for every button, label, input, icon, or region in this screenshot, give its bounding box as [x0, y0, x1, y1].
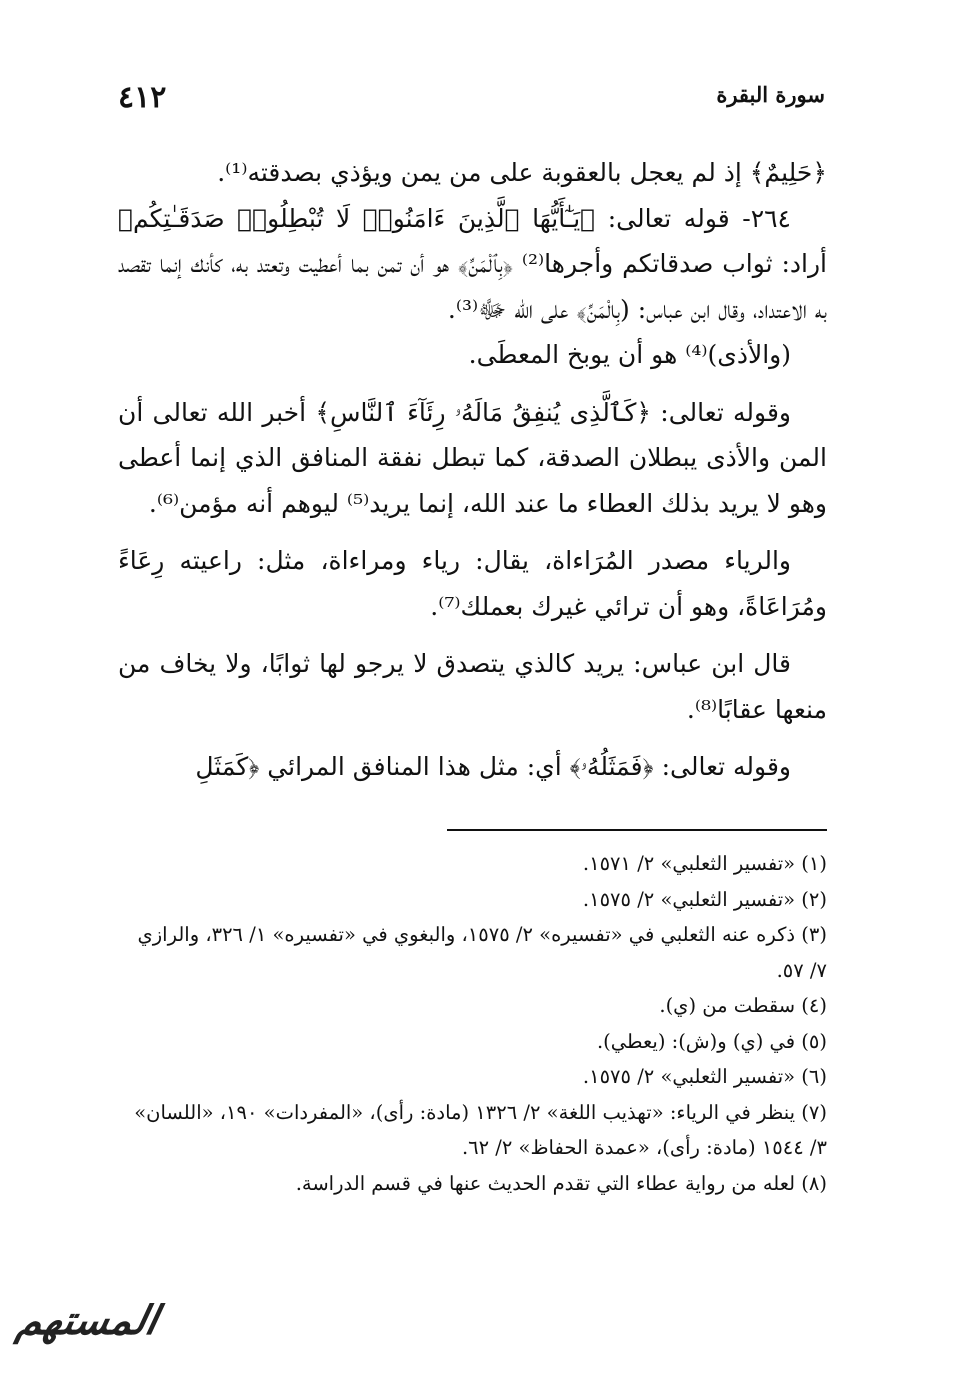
paragraph: ﴿حَلِيمٌ﴾ إذ لم يعجل بالعقوبة على من يمن ويؤذي بصدقته⁽¹⁾. — [217, 158, 827, 187]
footnote: (٦) «تفسير الثعلبي» ٢/ ١٥٧٥. — [582, 1065, 827, 1088]
paragraph: قال ابن عباس: يريد كالذي يتصدق لا يرجو لها ثوابًا، ولا يخاف من منعها عقابًا⁽⁸⁾. — [118, 649, 827, 724]
main-text — [118, 150, 827, 790]
paragraph: وقوله تعالى: ﴿فَمَثَلُهُۥ﴾ أي: مثل هذا المنافق المرائي ﴿كَمَثَلِ — [195, 752, 791, 781]
page-number: ٤١٢ — [118, 80, 167, 115]
paragraph: (والأذى)⁽⁴⁾ هو أن يوبخ المعطَى. — [468, 340, 791, 369]
footnotes — [118, 846, 827, 1201]
footnote: (٨) لعله من رواية عطاء التي تقدم الحديث عنها في قسم الدراسة. — [295, 1171, 827, 1195]
paragraph: وقوله تعالى: ﴿كَٱلَّذِى يُنفِقُ مَالَهُۥ رِئَآءَ ٱلنَّاسِ﴾ أخبر الله تعالى أن المن والأذى يبطلان الصدقة، كما تبطل نفقة المنافق الذي إنما أعطى وهو لا يريد بذلك العطاء ما عند الله، إنما يريد⁽⁵⁾ ليوهم أنه مؤمن⁽⁶⁾. — [118, 397, 827, 518]
footnote: (٧) ينظر في الرياء: «تهذيب اللغة» ٢/ ١٣٢٦ (مادة: رأى)، «المفردات» ١٩٠، «اللسان» ٣/ ١٥٤٤ (مادة: رأى)، «عمدة الحفاظ» ٢/ ٦٢. — [134, 1100, 827, 1159]
footnote: (١) «تفسير الثعلبي» ٢/ ١٥٧١. — [582, 852, 827, 875]
watermark-logo — [10, 1295, 163, 1370]
paragraph: والرياء مصدر المُرَاءاة، يقال: رياء ومراءاة، مثل: راعيته رِعَاءً ومُرَاعَاةً، وهو أن ترائي غيرك بعملك⁽⁷⁾. — [118, 546, 827, 621]
footnote: (٣) ذكره عنه الثعلبي في «تفسيره» ٢/ ١٥٧٥، والبغوي في «تفسيره» ١/ ٣٢٦، والرازي ٧/ ٥٧. — [137, 923, 827, 982]
sura-name: سورة البقرة — [716, 82, 825, 107]
footnote: (٢) «تفسير الثعلبي» ٢/ ١٥٧٥. — [582, 887, 827, 911]
logo-text: المستهم — [13, 1297, 163, 1344]
page-header — [118, 80, 825, 120]
paragraph: ٢٦٤- قوله تعالى: ﴿يَـٰٓأَيُّهَا ٱلَّذِينَ ءَامَنُوا۟ لَا تُبْطِلُوا۟ صَدَقَـٰتِكُم﴾ أراد: ثواب صدقاتكم وأجرها⁽²⁾ ﴿بِٱلْمَنِّ﴾ هو أن تمن بما أعطيت وتعتد به، كأنك إنما تقصد به الاعتداد، وقال ابن عباس: (بِالْمَنِّ﴾ على الله ﷻ⁽³⁾. — [118, 203, 827, 324]
footnote: (٤) سقطت من (ي). — [659, 994, 827, 1017]
footnote-separator — [447, 829, 827, 831]
footnote: (٥) في (ي) و(ش): (يعطي). — [596, 1029, 827, 1053]
